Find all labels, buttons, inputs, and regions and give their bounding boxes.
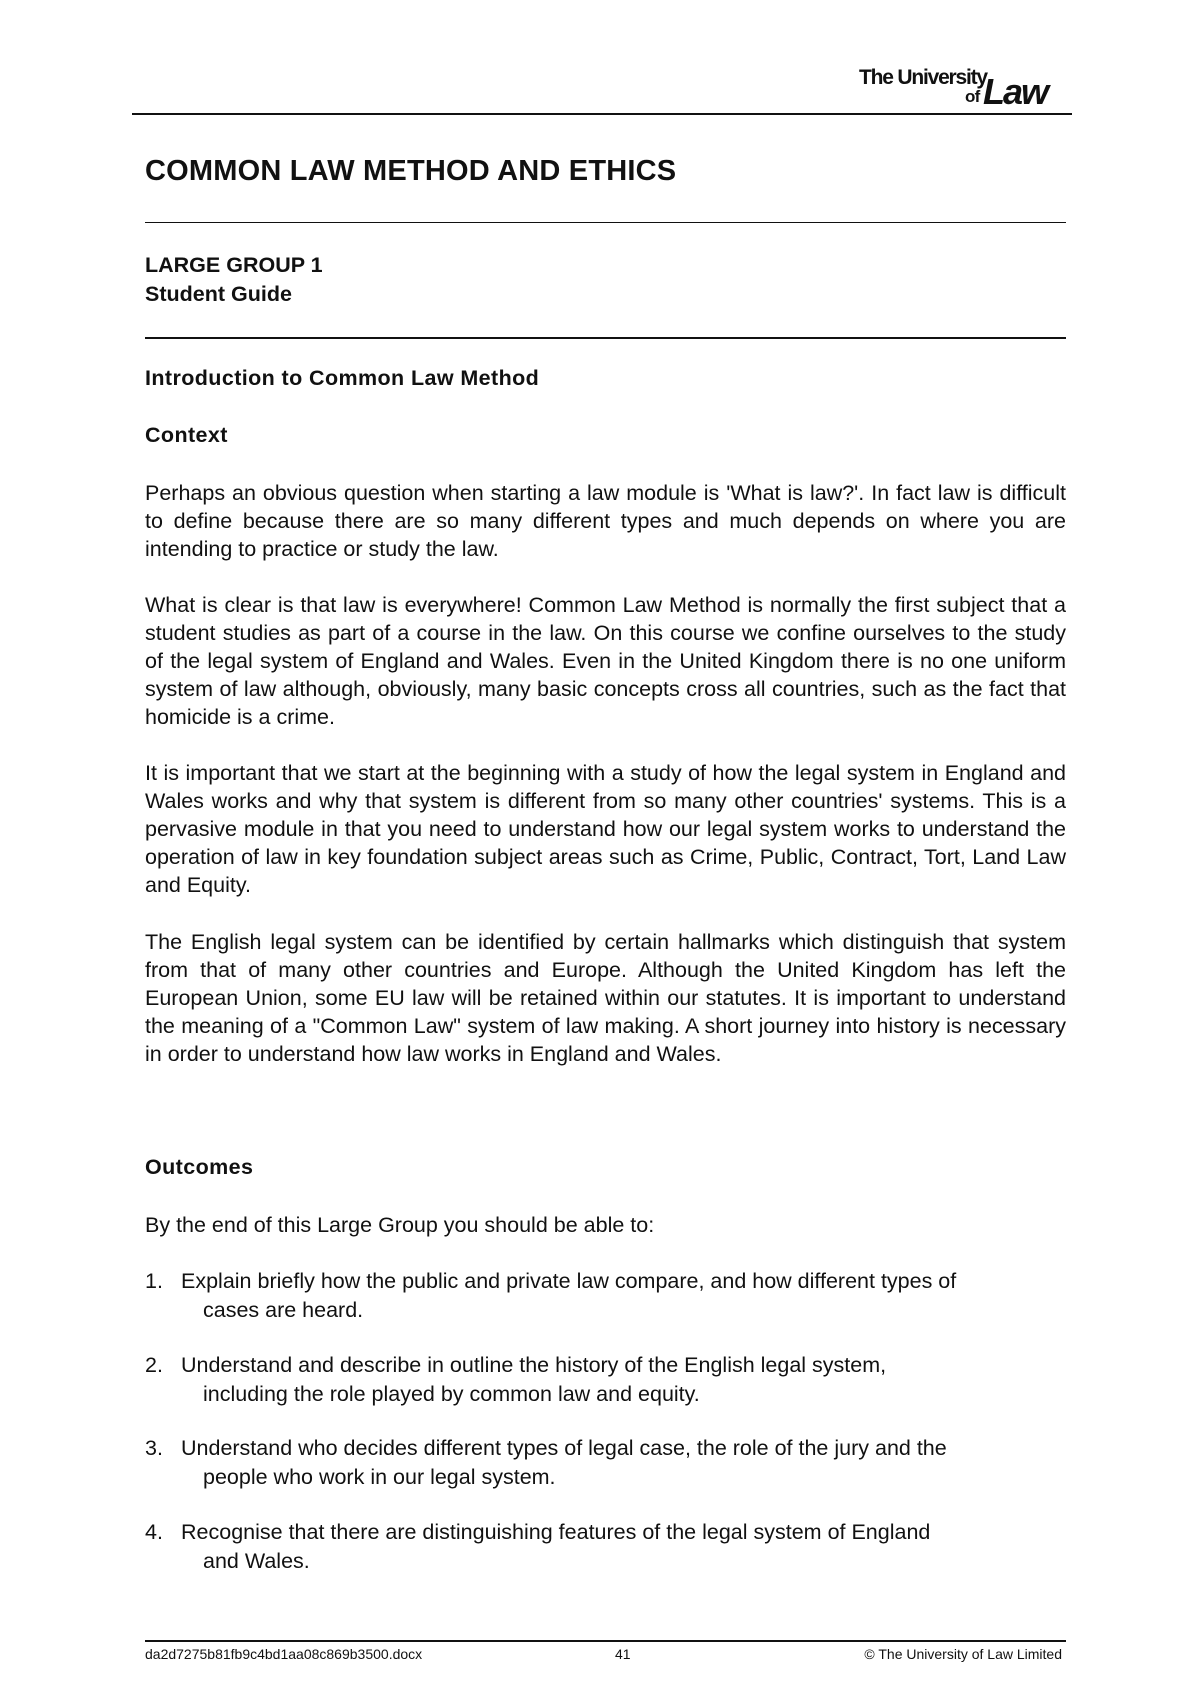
outcome-number: 2. [145, 1353, 163, 1377]
logo-text-law: Law [983, 71, 1048, 112]
outcomes-heading: Outcomes [145, 1155, 254, 1179]
outcome-item-3 [145, 1434, 1066, 1491]
outcome-text-line-1: Recognise that there are distinguishing features of the legal system of England [181, 1520, 931, 1544]
outcome-number: 3. [145, 1436, 163, 1460]
university-of-law-logo [855, 62, 1070, 110]
outcome-number: 4. [145, 1520, 163, 1544]
context-paragraph-1: Perhaps an obvious question when starting a law module is 'What is law?'. In fact law is difficult to define because there are so many different types and much depends on where you are intending to practice or study the law. [145, 481, 1066, 561]
title-divider [145, 222, 1066, 223]
document-title: COMMON LAW METHOD AND ETHICS [145, 155, 677, 187]
page-footer [145, 1646, 1066, 1666]
outcome-text-line-1: Understand and describe in outline the history of the English legal system, [181, 1353, 887, 1377]
logo-text-the-university: The University [859, 66, 987, 89]
outcomes-lead: By the end of this Large Group you should be able to: [145, 1213, 655, 1237]
context-paragraph-4: The English legal system can be identified by certain hallmarks which distinguish that system from that of many other countries and Europe. Although the United Kingdom has left the European Union, some EU law will be retained within our statutes. It is important to understand the meaning of a "Common Law" system of law making. A short journey into history is necessary in order to understand how law works in England and Wales. [145, 930, 1066, 1066]
outcome-text-line-1: Understand who decides different types of legal case, the role of the jury and the [181, 1436, 947, 1460]
outcome-item-1 [145, 1267, 1066, 1324]
footer-copyright: © The University of Law Limited [864, 1646, 1062, 1662]
outcome-text-line-2: people who work in our legal system. [203, 1464, 556, 1489]
outcome-item-4 [145, 1518, 1066, 1575]
logo-text-of: of [965, 87, 980, 106]
footer-page-number: 41 [615, 1646, 631, 1662]
outcome-text-line-1: Explain briefly how the public and private law compare, and how different types of [181, 1269, 957, 1293]
outcome-item-2 [145, 1351, 1066, 1408]
context-heading: Context [145, 423, 228, 447]
context-paragraph-2: What is clear is that law is everywhere! Common Law Method is normally the first subject that a student studies as part of a course in the law. On this course we confine ourselves to the study of the legal system of England and Wales. Even in the United Kingdom there is no one uniform system of law although, obviously, many basic concepts cross all countries, such as the fact that homicide is a crime. [145, 593, 1066, 729]
footer-divider [145, 1640, 1066, 1642]
guide-divider [145, 337, 1066, 339]
guide-label: Student Guide [145, 282, 292, 306]
outcome-text-line-2: and Wales. [203, 1548, 310, 1573]
footer-filename: da2d7275b81fb9c4bd1aa08c869b3500.docx [145, 1646, 423, 1662]
outcome-text-line-2: including the role played by common law and equity. [203, 1381, 700, 1406]
group-label: LARGE GROUP 1 [145, 253, 323, 277]
outcome-number: 1. [145, 1269, 163, 1293]
header-divider [132, 113, 1072, 115]
intro-heading: Introduction to Common Law Method [145, 366, 540, 390]
outcome-text-line-2: cases are heard. [203, 1297, 364, 1322]
context-paragraph-3: It is important that we start at the beginning with a study of how the legal system in England and Wales works and why that system is different from so many other countries' systems. This is a pervasive module in that you need to understand how our legal system works to understand the operation of law in key foundation subject areas such as Crime, Public, Contract, Tort, Land Law and Equity. [145, 761, 1066, 897]
group-block [145, 251, 323, 309]
